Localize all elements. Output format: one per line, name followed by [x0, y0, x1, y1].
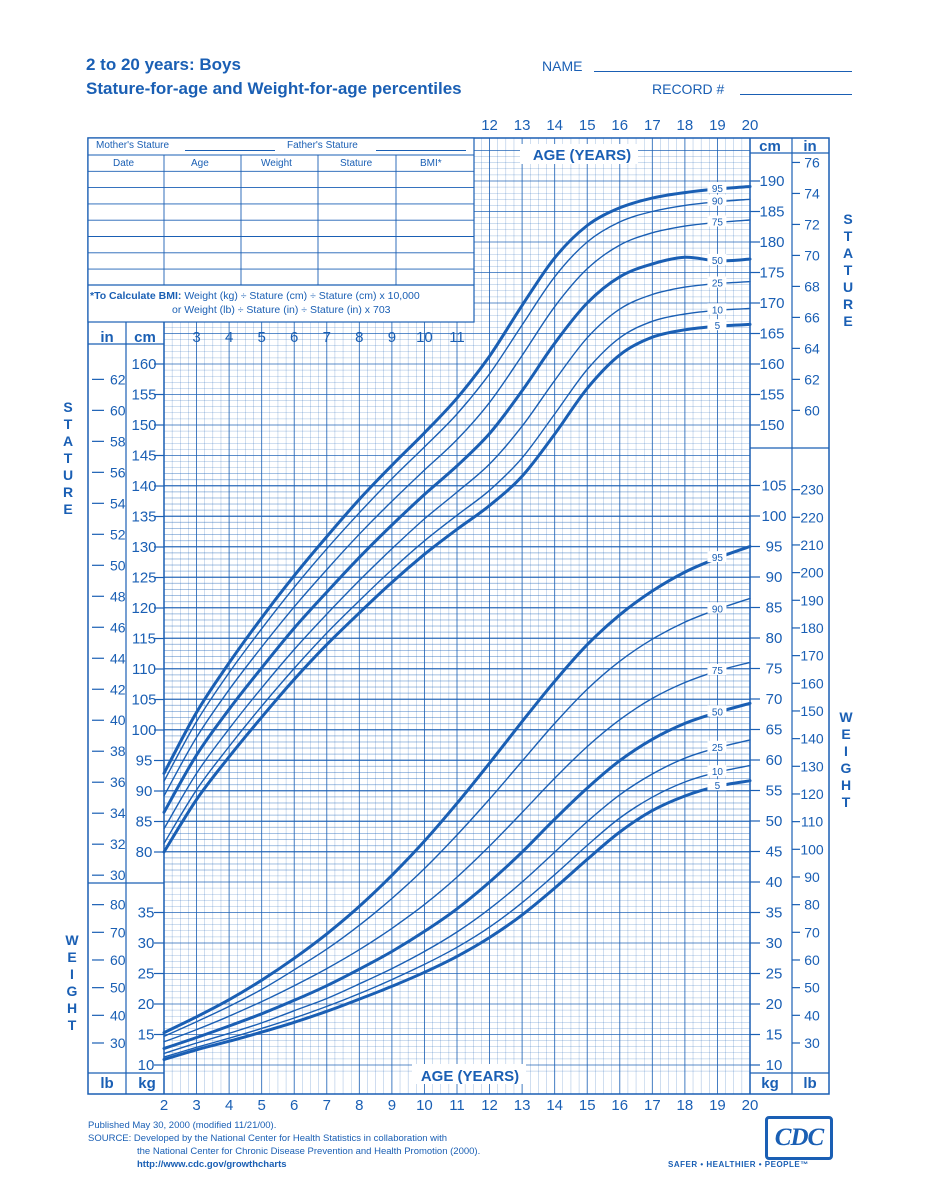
y-axis-title-weight-right: T — [841, 794, 851, 810]
source-url[interactable]: http://www.cdc.gov/growthcharts — [137, 1159, 287, 1170]
cm-tick-label-right: 150 — [759, 417, 785, 434]
y-axis-title-weight-right: E — [841, 726, 851, 742]
kg-tick-label-left: 25 — [137, 965, 155, 983]
kg-tick-label-right: 65 — [765, 721, 783, 739]
y-axis-title-stature-left: T — [63, 450, 73, 466]
kg-tick-label-left: 35 — [137, 904, 155, 922]
y-axis-title-stature-left: S — [63, 399, 73, 415]
cm-tick-label-left: 160 — [131, 356, 157, 373]
y-axis-title-stature-right: U — [842, 279, 854, 295]
in-tick-label-left: 32 — [110, 836, 126, 853]
in-tick-label-right: 64 — [804, 340, 820, 357]
name-label: NAME — [542, 58, 583, 74]
col-header-stature: Stature — [340, 158, 373, 169]
y-axis-title-weight-left: G — [66, 983, 78, 999]
y-axis-title-stature-right: T — [843, 262, 853, 278]
x-tick-label-bottom: 8 — [355, 1097, 364, 1114]
in-tick-label-right: 72 — [804, 216, 820, 233]
stature-percentile-label-p90: 90 — [711, 196, 724, 208]
lb-tick-label-right: 90 — [804, 868, 820, 885]
kg-tick-label-right: 15 — [765, 1026, 783, 1044]
father-stature-label: Father's Stature — [287, 140, 358, 151]
lb-tick-label-right: 120 — [800, 785, 824, 802]
weight-percentile-label-p10: 10 — [711, 767, 724, 779]
stature-percentile-label-p25: 25 — [711, 278, 724, 290]
x-tick-label-bottom: 9 — [387, 1097, 397, 1114]
x-tick-label-inner: 6 — [290, 329, 299, 346]
in-tick-label-left: 30 — [110, 867, 126, 884]
y-axis-title-stature-right: R — [842, 296, 854, 312]
in-tick-label-left: 52 — [110, 526, 126, 543]
y-axis-title-weight-right: G — [840, 760, 852, 776]
in-tick-label-left: 38 — [110, 743, 126, 760]
x-tick-label-bottom: 15 — [578, 1097, 596, 1114]
x-axis-title-bottom: AGE (YEARS) — [420, 1068, 520, 1085]
x-tick-label-bottom: 11 — [449, 1097, 465, 1114]
x-tick-label-top: 19 — [709, 117, 726, 134]
cm-tick-label-left: 140 — [131, 478, 157, 495]
chart-title-line2: Stature-for-age and Weight-for-age percentiles — [86, 79, 462, 98]
kg-tick-label-right: 90 — [765, 569, 783, 586]
x-tick-label-inner: 3 — [192, 329, 201, 346]
mother-stature-label: Mother's Stature — [96, 140, 170, 151]
lb-tick-label-right: 180 — [800, 619, 824, 636]
in-tick-label-right: 68 — [804, 278, 820, 295]
lb-tick-label-right: 110 — [800, 813, 824, 830]
cm-tick-label-right: 160 — [759, 356, 785, 373]
y-axis-title-weight-left: W — [65, 932, 79, 948]
weight-percentile-label-p90: 90 — [711, 604, 724, 616]
x-tick-label-inner: 11 — [449, 329, 465, 346]
x-tick-label-bottom: 10 — [416, 1097, 433, 1114]
kg-tick-label-left: 10 — [137, 1057, 155, 1074]
lb-tick-label-right: 130 — [800, 758, 824, 775]
x-tick-label-bottom: 19 — [709, 1097, 726, 1114]
x-tick-label-bottom: 6 — [290, 1097, 299, 1114]
y-axis-title-weight-left: H — [66, 1000, 78, 1016]
cm-tick-label-left: 105 — [131, 691, 157, 709]
y-axis-title-stature-left: U — [62, 467, 74, 483]
y-axis-title-weight-left: I — [70, 966, 74, 982]
in-tick-label-left: 56 — [110, 464, 126, 481]
record-label: RECORD # — [652, 81, 725, 97]
lb-tick-label-left: 60 — [110, 951, 126, 968]
x-tick-label-top: 14 — [546, 117, 564, 134]
kg-tick-label-right: 105 — [761, 477, 787, 495]
x-tick-label-inner: 7 — [322, 329, 331, 346]
unit-label-lb-left: lb — [100, 1075, 114, 1092]
lb-tick-label-right: 30 — [804, 1034, 820, 1051]
in-tick-label-right: 66 — [804, 309, 820, 326]
in-tick-label-left: 40 — [110, 712, 126, 729]
kg-tick-label-right: 80 — [765, 630, 783, 647]
lb-tick-label-right: 190 — [800, 592, 824, 609]
cdc-tagline: SAFER • HEALTHIER • PEOPLE™ — [668, 1160, 809, 1169]
lb-tick-label-left: 40 — [110, 1007, 126, 1024]
x-tick-label-bottom: 12 — [481, 1097, 498, 1114]
stature-percentile-label-p75: 75 — [711, 217, 724, 229]
weight-percentile-label-p50: 50 — [711, 707, 724, 719]
cdc-logo — [765, 1116, 833, 1160]
cm-tick-label-left: 130 — [131, 539, 157, 556]
x-tick-label-inner: 9 — [387, 329, 397, 346]
kg-tick-label-right: 95 — [765, 538, 783, 556]
unit-label-in-left: in — [100, 329, 114, 346]
in-tick-label-left: 58 — [110, 433, 126, 450]
bmi-note-line2: or Weight (lb) ÷ Stature (in) ÷ Stature (in) x 703 — [172, 304, 391, 316]
cm-tick-label-left: 155 — [131, 386, 157, 404]
mother-stature-field[interactable] — [185, 150, 275, 151]
x-tick-label-bottom: 16 — [611, 1097, 629, 1114]
x-tick-label-inner: 8 — [355, 329, 364, 346]
in-tick-label-left: 36 — [110, 774, 126, 791]
cm-tick-label-left: 125 — [131, 569, 157, 587]
cm-tick-label-right: 180 — [759, 234, 785, 251]
in-tick-label-left: 60 — [110, 402, 126, 419]
in-tick-label-left: 42 — [110, 681, 126, 698]
kg-tick-label-right: 100 — [761, 508, 787, 525]
cm-tick-label-right: 165 — [759, 325, 785, 343]
cm-tick-label-left: 80 — [135, 844, 153, 861]
stature-percentile-label-p5: 5 — [714, 321, 721, 333]
y-axis-title-stature-right: E — [843, 313, 853, 329]
lb-tick-label-right: 70 — [804, 924, 820, 941]
cm-tick-label-left: 110 — [132, 661, 156, 678]
weight-percentile-label-p5: 5 — [714, 781, 721, 793]
x-tick-label-bottom: 5 — [257, 1097, 266, 1114]
stature-percentile-label-p10: 10 — [711, 305, 724, 317]
y-axis-title-weight-right: I — [844, 743, 848, 759]
cm-tick-label-left: 150 — [131, 417, 157, 434]
y-axis-title-stature-left: A — [62, 433, 74, 449]
cm-tick-label-left: 100 — [131, 722, 157, 739]
lb-tick-label-right: 170 — [800, 647, 824, 664]
y-axis-title-stature-left: T — [63, 416, 73, 432]
lb-tick-label-right: 60 — [804, 951, 820, 968]
stature-percentile-label-p95: 95 — [711, 183, 724, 195]
kg-tick-label-right: 40 — [765, 874, 783, 891]
kg-tick-label-right: 25 — [765, 965, 783, 983]
kg-tick-label-right: 35 — [765, 904, 783, 922]
cm-tick-label-left: 90 — [135, 783, 153, 800]
y-axis-title-weight-left: T — [67, 1017, 77, 1033]
in-tick-label-left: 44 — [110, 650, 126, 667]
unit-label-kg-right: kg — [761, 1075, 779, 1092]
in-tick-label-right: 76 — [804, 154, 820, 171]
unit-label-in-right: in — [803, 138, 817, 155]
unit-label-kg-left: kg — [138, 1075, 156, 1092]
source-line1: SOURCE: Developed by the National Center for Health Statistics in collaboration with — [88, 1133, 448, 1144]
bmi-note-bold: *To Calculate BMI: — [90, 290, 182, 302]
cm-tick-label-left: 95 — [135, 752, 153, 770]
kg-tick-label-left: 15 — [137, 1026, 155, 1044]
x-tick-label-inner: 10 — [416, 329, 433, 346]
lb-tick-label-right: 200 — [800, 564, 824, 581]
x-tick-label-bottom: 13 — [513, 1097, 531, 1114]
cm-tick-label-left: 135 — [131, 508, 157, 526]
kg-tick-label-right: 30 — [765, 935, 783, 952]
lb-tick-label-right: 40 — [804, 1007, 820, 1024]
in-tick-label-right: 60 — [804, 402, 820, 419]
x-tick-label-bottom: 7 — [322, 1097, 331, 1114]
chart-title-line1: 2 to 20 years: Boys — [86, 55, 241, 74]
y-axis-title-weight-right: H — [840, 777, 852, 793]
cm-tick-label-right: 175 — [759, 264, 785, 282]
x-tick-label-top: 17 — [643, 117, 661, 134]
lb-tick-label-right: 150 — [800, 702, 824, 719]
published-note: Published May 30, 2000 (modified 11/21/00). — [88, 1120, 277, 1131]
col-header-date: Date — [113, 158, 135, 169]
x-tick-label-inner: 5 — [257, 329, 266, 346]
x-axis-title-top: AGE (YEARS) — [532, 147, 632, 164]
in-tick-label-right: 74 — [804, 185, 820, 202]
kg-tick-label-right: 55 — [765, 782, 783, 800]
x-tick-label-bottom: 3 — [192, 1097, 201, 1114]
x-tick-label-bottom: 18 — [676, 1097, 694, 1114]
y-axis-title-stature-right: S — [843, 211, 853, 227]
unit-label-lb-right: lb — [803, 1075, 817, 1092]
cm-tick-label-left: 85 — [135, 813, 153, 831]
kg-tick-label-right: 75 — [765, 660, 783, 678]
kg-tick-label-right: 45 — [765, 843, 783, 861]
in-tick-label-right: 62 — [804, 371, 820, 388]
cm-tick-label-left: 120 — [131, 600, 157, 617]
col-header-weight: Weight — [261, 158, 292, 169]
lb-tick-label-left: 50 — [110, 979, 126, 996]
bmi-note-formula1: Weight (kg) ÷ Stature (cm) ÷ Stature (cm) x 10,000 — [184, 290, 420, 302]
kg-tick-label-left: 30 — [137, 935, 155, 952]
kg-tick-label-left: 20 — [137, 996, 155, 1013]
x-tick-label-bottom: 17 — [643, 1097, 661, 1114]
x-tick-label-bottom: 14 — [546, 1097, 564, 1114]
lb-tick-label-right: 220 — [800, 509, 824, 526]
kg-tick-label-right: 70 — [765, 691, 783, 708]
y-axis-title-stature-right: T — [843, 228, 853, 244]
father-stature-field[interactable] — [376, 150, 466, 151]
weight-percentile-label-p95: 95 — [711, 553, 724, 565]
in-tick-label-right: 70 — [804, 247, 820, 264]
y-axis-title-stature-left: R — [62, 484, 74, 500]
y-axis-title-stature-left: E — [63, 501, 73, 517]
unit-label-cm-right: cm — [759, 138, 781, 155]
cm-tick-label-right: 185 — [759, 203, 785, 221]
x-tick-label-top: 15 — [578, 117, 596, 134]
in-tick-label-left: 62 — [110, 371, 126, 388]
lb-tick-label-right: 160 — [800, 675, 824, 692]
in-tick-label-left: 34 — [110, 805, 126, 822]
y-axis-title-weight-left: E — [67, 949, 77, 965]
weight-percentile-label-p75: 75 — [711, 665, 724, 677]
in-tick-label-left: 48 — [110, 588, 126, 605]
unit-label-cm-left: cm — [134, 329, 156, 346]
col-header-bmi: BMI* — [420, 158, 442, 169]
lb-tick-label-right: 80 — [804, 896, 820, 913]
x-tick-label-bottom: 20 — [741, 1097, 759, 1114]
x-tick-label-top: 12 — [481, 117, 498, 134]
cm-tick-label-left: 145 — [131, 447, 157, 465]
y-axis-title-stature-right: A — [842, 245, 854, 261]
kg-tick-label-right: 20 — [765, 996, 783, 1013]
lb-tick-label-left: 30 — [110, 1034, 126, 1051]
x-tick-label-top: 18 — [676, 117, 694, 134]
lb-tick-label-right: 210 — [800, 536, 824, 553]
lb-tick-label-right: 100 — [800, 841, 824, 858]
lb-tick-label-right: 140 — [800, 730, 824, 747]
lb-tick-label-right: 50 — [804, 979, 820, 996]
cm-tick-label-right: 190 — [759, 173, 785, 190]
cdc-logo-text: CDC — [774, 1124, 824, 1151]
kg-tick-label-right: 50 — [765, 813, 783, 830]
lb-tick-label-left: 80 — [110, 896, 126, 913]
stature-percentile-label-p50: 50 — [711, 255, 724, 267]
x-tick-label-inner: 4 — [224, 329, 234, 346]
x-tick-label-top: 20 — [741, 117, 759, 134]
kg-tick-label-right: 60 — [765, 752, 783, 769]
kg-tick-label-right: 85 — [765, 599, 783, 617]
in-tick-label-left: 46 — [110, 619, 126, 636]
source-line2: the National Center for Chronic Disease Prevention and Health Promotion (2000). — [137, 1146, 481, 1157]
in-tick-label-left: 50 — [110, 557, 126, 574]
cm-tick-label-left: 115 — [132, 630, 156, 648]
cm-tick-label-right: 170 — [759, 295, 785, 312]
x-tick-label-top: 13 — [513, 117, 531, 134]
x-tick-label-top: 16 — [611, 117, 629, 134]
in-tick-label-left: 54 — [110, 495, 126, 512]
bmi-note-line1 — [90, 290, 420, 302]
lb-tick-label-right: 230 — [800, 481, 824, 498]
kg-tick-label-right: 10 — [765, 1057, 783, 1074]
x-tick-label-bottom: 2 — [159, 1097, 169, 1114]
col-header-age: Age — [191, 158, 209, 169]
x-tick-label-bottom: 4 — [224, 1097, 234, 1114]
y-axis-title-weight-right: W — [839, 709, 853, 725]
cm-tick-label-right: 155 — [759, 386, 785, 404]
weight-percentile-label-p25: 25 — [711, 742, 724, 754]
lb-tick-label-left: 70 — [110, 924, 126, 941]
